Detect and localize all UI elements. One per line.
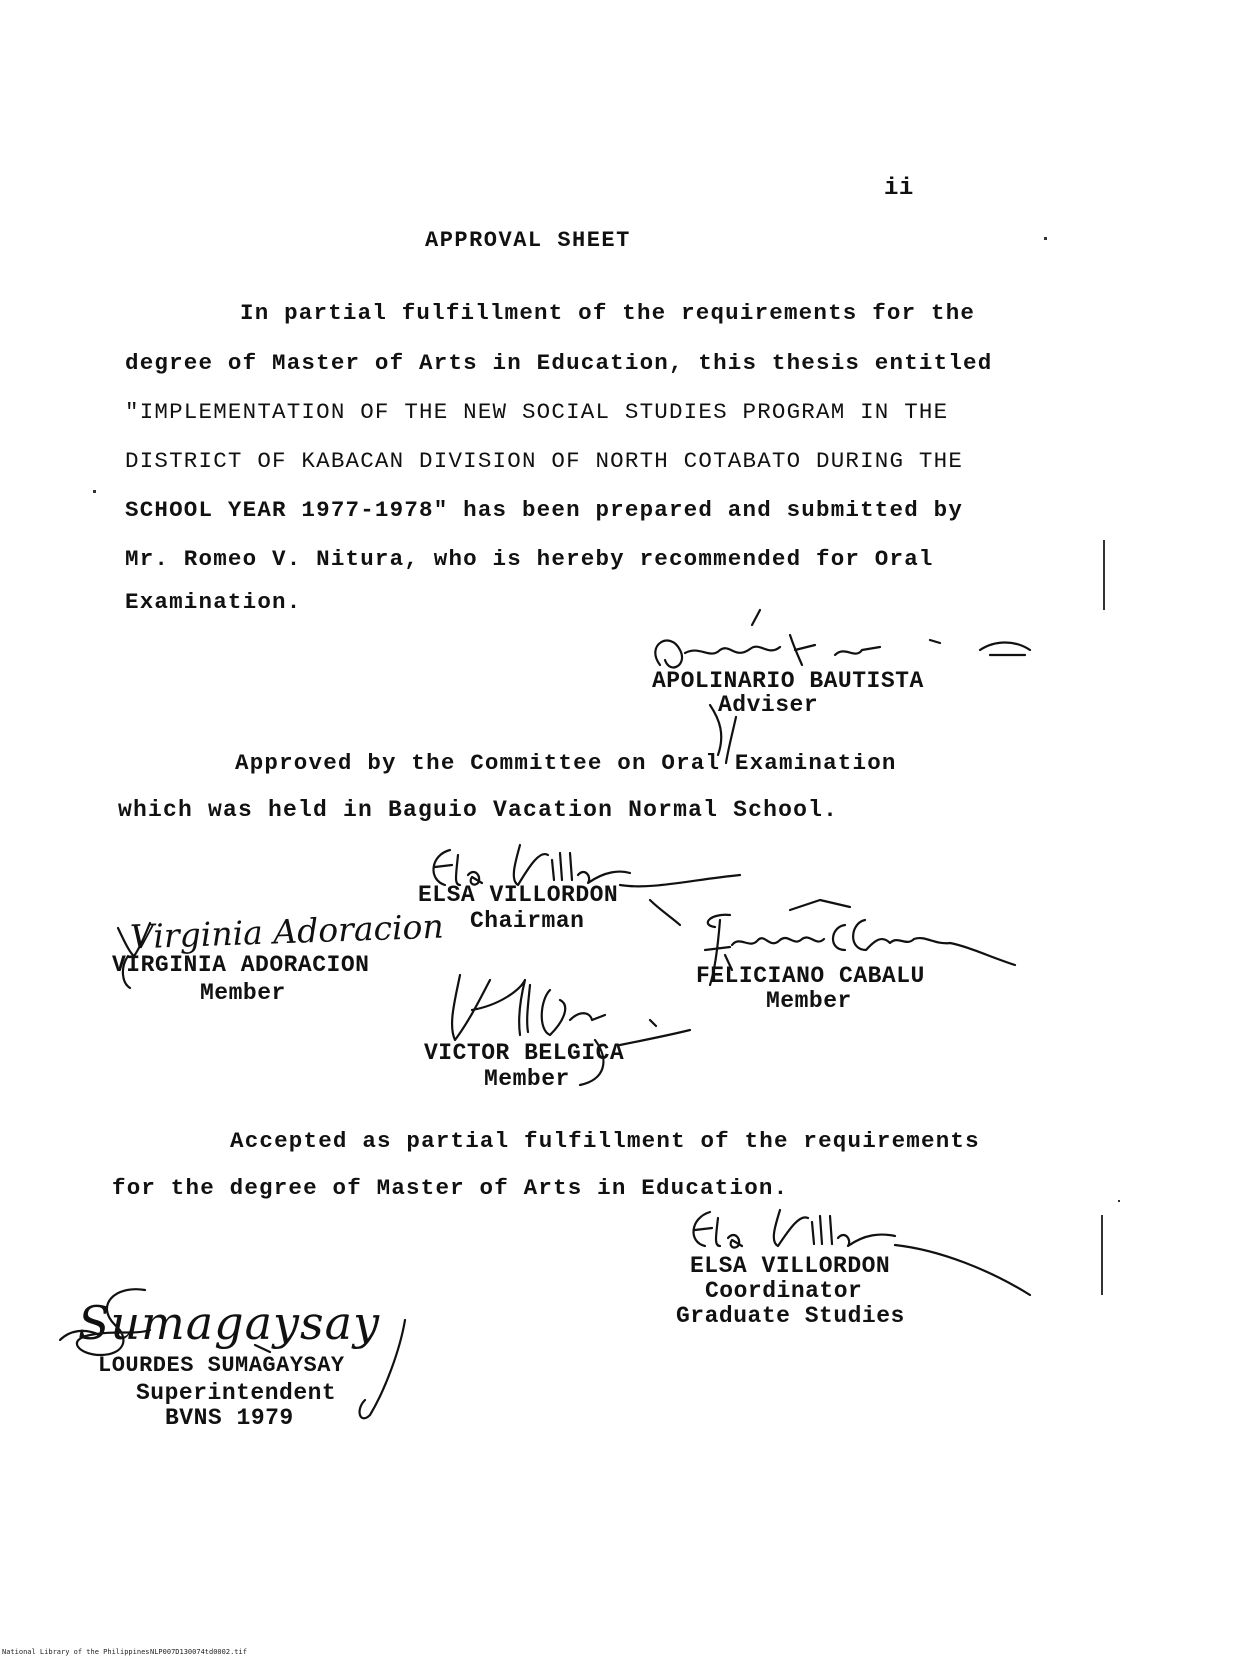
intro-line-6: Mr. Romeo V. Nitura, who is hereby recommended for Oral [125,546,934,572]
intro-line-4: DISTRICT OF KABACAN DIVISION OF NORTH COTABATO DURING THE [125,448,964,474]
acceptance-line-1: Accepted as partial fulfillment of the requirements [230,1128,980,1154]
member-3-name: VICTOR BELGICA [424,1040,625,1066]
scan-mark [1118,1200,1120,1202]
committee-line-2: which was held in Baguio Vacation Normal School. [118,797,839,823]
intro-line-5: SCHOOL YEAR 1977-1978" has been prepared and submitted by [125,497,964,523]
scan-mark [1103,540,1105,610]
member-1-name: VIRGINIA ADORACION [112,952,370,978]
member-3-role: Member [484,1066,570,1092]
coordinator-department: Graduate Studies [676,1303,905,1329]
committee-line-1: Approved by the Committee on Oral Examination [235,750,897,776]
member-2-name: FELICIANO CABALU [696,963,925,989]
chairman-role: Chairman [470,908,585,934]
coordinator-name: ELSA VILLORDON [690,1253,891,1279]
adviser-role: Adviser [718,692,819,718]
page-number: ii [884,175,914,202]
adviser-name: APOLINARIO BAUTISTA [652,668,924,694]
superintendent-role: Superintendent [136,1380,337,1406]
intro-line-1: In partial fulfillment of the requirements for the [240,300,976,326]
intro-line-2: degree of Master of Arts in Education, this thesis entitled [125,350,993,376]
superintendent-name: LOURDES SUMAGAYSAY [98,1353,345,1378]
intro-line-3: "IMPLEMENTATION OF THE NEW SOCIAL STUDIES PROGRAM IN THE [125,399,949,425]
page-title: APPROVAL SHEET [425,228,631,253]
superintendent-org: BVNS 1979 [165,1405,294,1431]
acceptance-line-2: for the degree of Master of Arts in Education. [112,1175,789,1201]
footer-filename: NLP007D130074td0002.tif [150,1648,247,1656]
member-1-signature-script: Virginia Adoracion [129,906,445,957]
footer-source: National Library of the Philippines [2,1648,150,1656]
intro-line-7: Examination. [125,589,302,615]
scan-mark [1044,237,1047,240]
superintendent-signature-script: Sumagaysay [78,1296,381,1350]
scan-mark [1101,1215,1103,1295]
member-2-role: Member [766,988,852,1014]
chairman-name: ELSA VILLORDON [418,882,619,908]
coordinator-role: Coordinator [705,1278,863,1304]
member-1-role: Member [200,980,286,1006]
scan-mark [93,490,96,493]
